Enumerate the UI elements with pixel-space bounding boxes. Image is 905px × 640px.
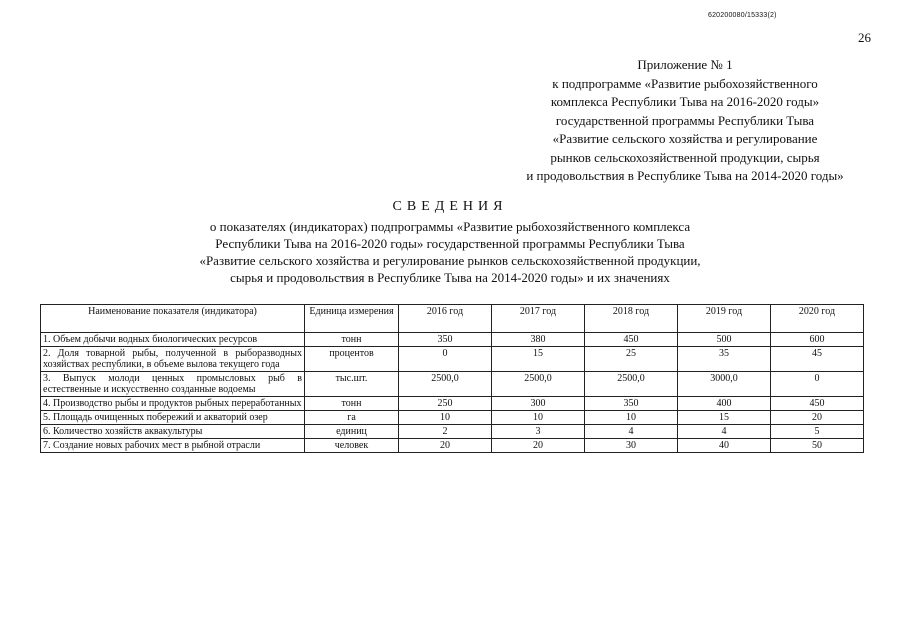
value-2016: 10: [399, 411, 492, 425]
indicator-name: 7. Создание новых рабочих мест в рыбной отрасли: [41, 439, 305, 453]
appendix-line: к подпрограмме «Развитие рыбохозяйственного: [552, 75, 818, 91]
header-2020: 2020 год: [771, 305, 864, 333]
indicator-unit: единиц: [305, 425, 399, 439]
value-2016: 2500,0: [399, 372, 492, 397]
subtitle-line: Республики Тыва на 2016-2020 годы» государственной программы Республики Тыва: [215, 236, 685, 251]
indicators-table: [40, 304, 864, 453]
value-2017: 10: [492, 411, 585, 425]
appendix-line: «Развитие сельского хозяйства и регулирование: [552, 131, 818, 146]
value-2019: 500: [678, 333, 771, 347]
value-2019: 400: [678, 397, 771, 411]
indicator-name: 1. Объем добычи водных биологических ресурсов: [41, 333, 305, 347]
value-2018: 10: [585, 411, 678, 425]
table-row: [41, 347, 864, 372]
value-2016: 20: [399, 439, 492, 453]
indicator-name: 3. Выпуск молоди ценных промысловых рыб в естественные и искусственно созданные водоемы: [41, 372, 305, 397]
value-2019: 3000,0: [678, 372, 771, 397]
value-2018: 25: [585, 347, 678, 372]
indicator-unit: га: [305, 411, 399, 425]
indicator-unit: процентов: [305, 347, 399, 372]
value-2017: 20: [492, 439, 585, 453]
document-subtitle: [130, 218, 770, 286]
table-row: [41, 439, 864, 453]
value-2017: 380: [492, 333, 585, 347]
value-2020: 450: [771, 397, 864, 411]
value-2016: 350: [399, 333, 492, 347]
indicator-unit: тонн: [305, 397, 399, 411]
value-2019: 40: [678, 439, 771, 453]
value-2018: 4: [585, 425, 678, 439]
page-number: 26: [858, 30, 871, 45]
header-indicator-name: Наименование показателя (индикатора): [41, 305, 305, 333]
table-row: [41, 411, 864, 425]
indicator-name: 5. Площадь очищенных побережий и акваторий озер: [41, 411, 305, 425]
document-id: 620200080/15333(2): [708, 12, 777, 19]
appendix-line: комплекса Республики Тыва на 2016-2020 годы»: [550, 94, 820, 109]
value-2020: 600: [771, 333, 864, 347]
header-2017: 2017 год: [492, 305, 585, 333]
header-2018: 2018 год: [585, 305, 678, 333]
value-2020: 50: [771, 439, 864, 453]
value-2017: 300: [492, 397, 585, 411]
value-2018: 30: [585, 439, 678, 453]
indicator-unit: человек: [305, 439, 399, 453]
value-2016: 0: [399, 347, 492, 372]
indicator-unit: тонн: [305, 333, 399, 347]
table-header-row: [41, 305, 864, 333]
value-2019: 35: [678, 347, 771, 372]
header-unit: Единица измерения: [305, 305, 399, 333]
subtitle-line: сырья и продовольствия в Республике Тыва на 2014-2020 годы» и их значениях: [230, 270, 670, 285]
value-2016: 2: [399, 425, 492, 439]
appendix-line: рынков сельскохозяйственной продукции, сырья: [550, 149, 820, 165]
indicator-name: 4. Производство рыбы и продуктов рыбных переработанных: [41, 397, 305, 411]
value-2020: 5: [771, 425, 864, 439]
appendix-line: государственной программы Республики Тыва: [555, 112, 815, 128]
header-2016: 2016 год: [399, 305, 492, 333]
table-row: [41, 425, 864, 439]
table-row: [41, 333, 864, 347]
value-2020: 45: [771, 347, 864, 372]
indicator-name: 6. Количество хозяйств аквакультуры: [41, 425, 305, 439]
appendix-line: и продовольствия в Республике Тыва на 2014-2020 годы»: [526, 168, 844, 183]
value-2017: 2500,0: [492, 372, 585, 397]
header-2019: 2019 год: [678, 305, 771, 333]
indicator-unit: тыс.шт.: [305, 372, 399, 397]
appendix-line: Приложение № 1: [637, 57, 733, 72]
value-2016: 250: [399, 397, 492, 411]
table-row: [41, 372, 864, 397]
subtitle-line: «Развитие сельского хозяйства и регулирование рынков сельскохозяйственной продукции,: [199, 253, 701, 268]
value-2019: 15: [678, 411, 771, 425]
value-2018: 2500,0: [585, 372, 678, 397]
document-heading: СВЕДЕНИЯ: [392, 199, 508, 214]
value-2019: 4: [678, 425, 771, 439]
value-2017: 15: [492, 347, 585, 372]
indicator-name: 2. Доля товарной рыбы, полученной в рыборазводных хозяйствах республики, в объеме вылова текущего года: [41, 347, 305, 372]
value-2020: 20: [771, 411, 864, 425]
table-row: [41, 397, 864, 411]
value-2017: 3: [492, 425, 585, 439]
value-2020: 0: [771, 372, 864, 397]
value-2018: 350: [585, 397, 678, 411]
value-2018: 450: [585, 333, 678, 347]
appendix-note: [470, 56, 900, 186]
subtitle-line: о показателях (индикаторах) подпрограммы «Развитие рыбохозяйственного комплекса: [209, 219, 691, 234]
